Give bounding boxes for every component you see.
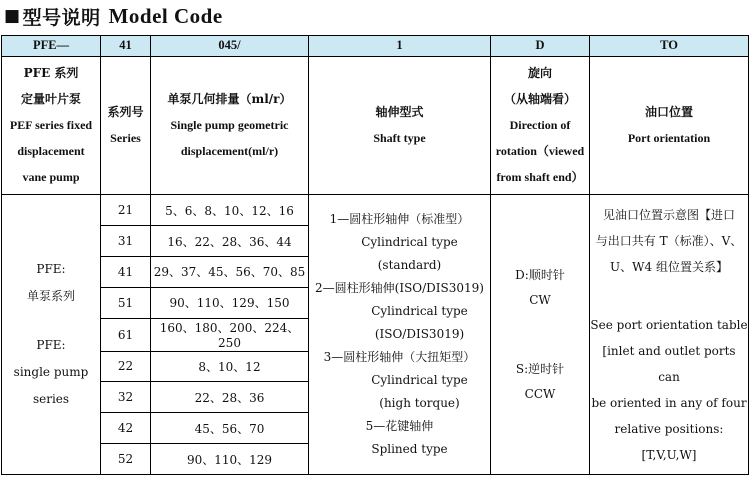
shaft-desc: 轴伸型式 Shaft type — [309, 56, 491, 195]
displacement-values: 16、22、28、36、44 — [151, 226, 309, 257]
code-cell: PFE— — [2, 36, 101, 57]
displacement-values: 8、10、12 — [151, 351, 309, 382]
model-code-table — [1, 35, 749, 475]
code-cell: 045/ — [151, 36, 309, 57]
series-no-desc: 系列号 Series — [101, 56, 151, 195]
series-number: 21 — [101, 195, 151, 226]
series-number: 52 — [101, 444, 151, 475]
series-number: 61 — [101, 318, 151, 351]
displacement-values: 29、37、45、56、70、85 — [151, 256, 309, 287]
displacement-values: 45、56、70 — [151, 413, 309, 444]
series-number: 42 — [101, 413, 151, 444]
displacement-values: 160、180、200、224、250 — [151, 318, 309, 351]
rotation-cell: D:顺时针 CW S:逆时针 CCW — [491, 195, 590, 475]
table-row — [2, 195, 749, 226]
description-row — [2, 56, 749, 195]
series-number: 32 — [101, 382, 151, 413]
page-title — [4, 0, 223, 32]
code-cell: 41 — [101, 36, 151, 57]
displacement-values: 22、28、36 — [151, 382, 309, 413]
code-row — [2, 36, 749, 57]
series-number: 51 — [101, 287, 151, 318]
series-family-cell: PFE: 单泵系列 PFE: single pump series — [2, 195, 101, 475]
series-number: 22 — [101, 351, 151, 382]
rotation-desc: 旋向 （从轴端看） Direction of rotation（viewed from shaft end） — [491, 56, 590, 195]
series-number: 31 — [101, 226, 151, 257]
shaft-types-cell: 1—圆柱形轴伸（标准型） Cylindrical type (standard) 2—圆柱形轴伸(ISO/DIS3019) Cylindrical type (ISO/DIS3019) 3—圆柱形轴伸（大扭矩型） Cylindrical type (high torque) 5—花键轴伸 Splined type — [309, 195, 491, 475]
series-name-desc: PFE 系列 定量叶片泵 PEF series fixed displacement vane pump — [2, 56, 101, 195]
title-square-icon: ■ — [4, 6, 21, 26]
port-desc: 油口位置 Port orientation — [590, 56, 749, 195]
displacement-values: 90、110、129 — [151, 444, 309, 475]
port-orientation-cell: 见油口位置示意图【进口 与出口共有 T（标准）、V、 U、W4 组位置关系】 See port orientation table [inlet and outlet ports can be oriented in any of four relative positions: [T,V,U,W] — [590, 195, 749, 475]
title-zh: 型号说明 — [22, 6, 101, 29]
displacement-values: 5、6、8、10、12、16 — [151, 195, 309, 226]
code-cell: TO — [590, 36, 749, 57]
title-en: Model Code — [108, 3, 223, 28]
displacement-values: 90、110、129、150 — [151, 287, 309, 318]
displacement-desc: 单泵几何排量（ml/r） Single pump geometric displacement(ml/r) — [151, 56, 309, 195]
code-cell: D — [491, 36, 590, 57]
code-cell: 1 — [309, 36, 491, 57]
series-number: 41 — [101, 256, 151, 287]
